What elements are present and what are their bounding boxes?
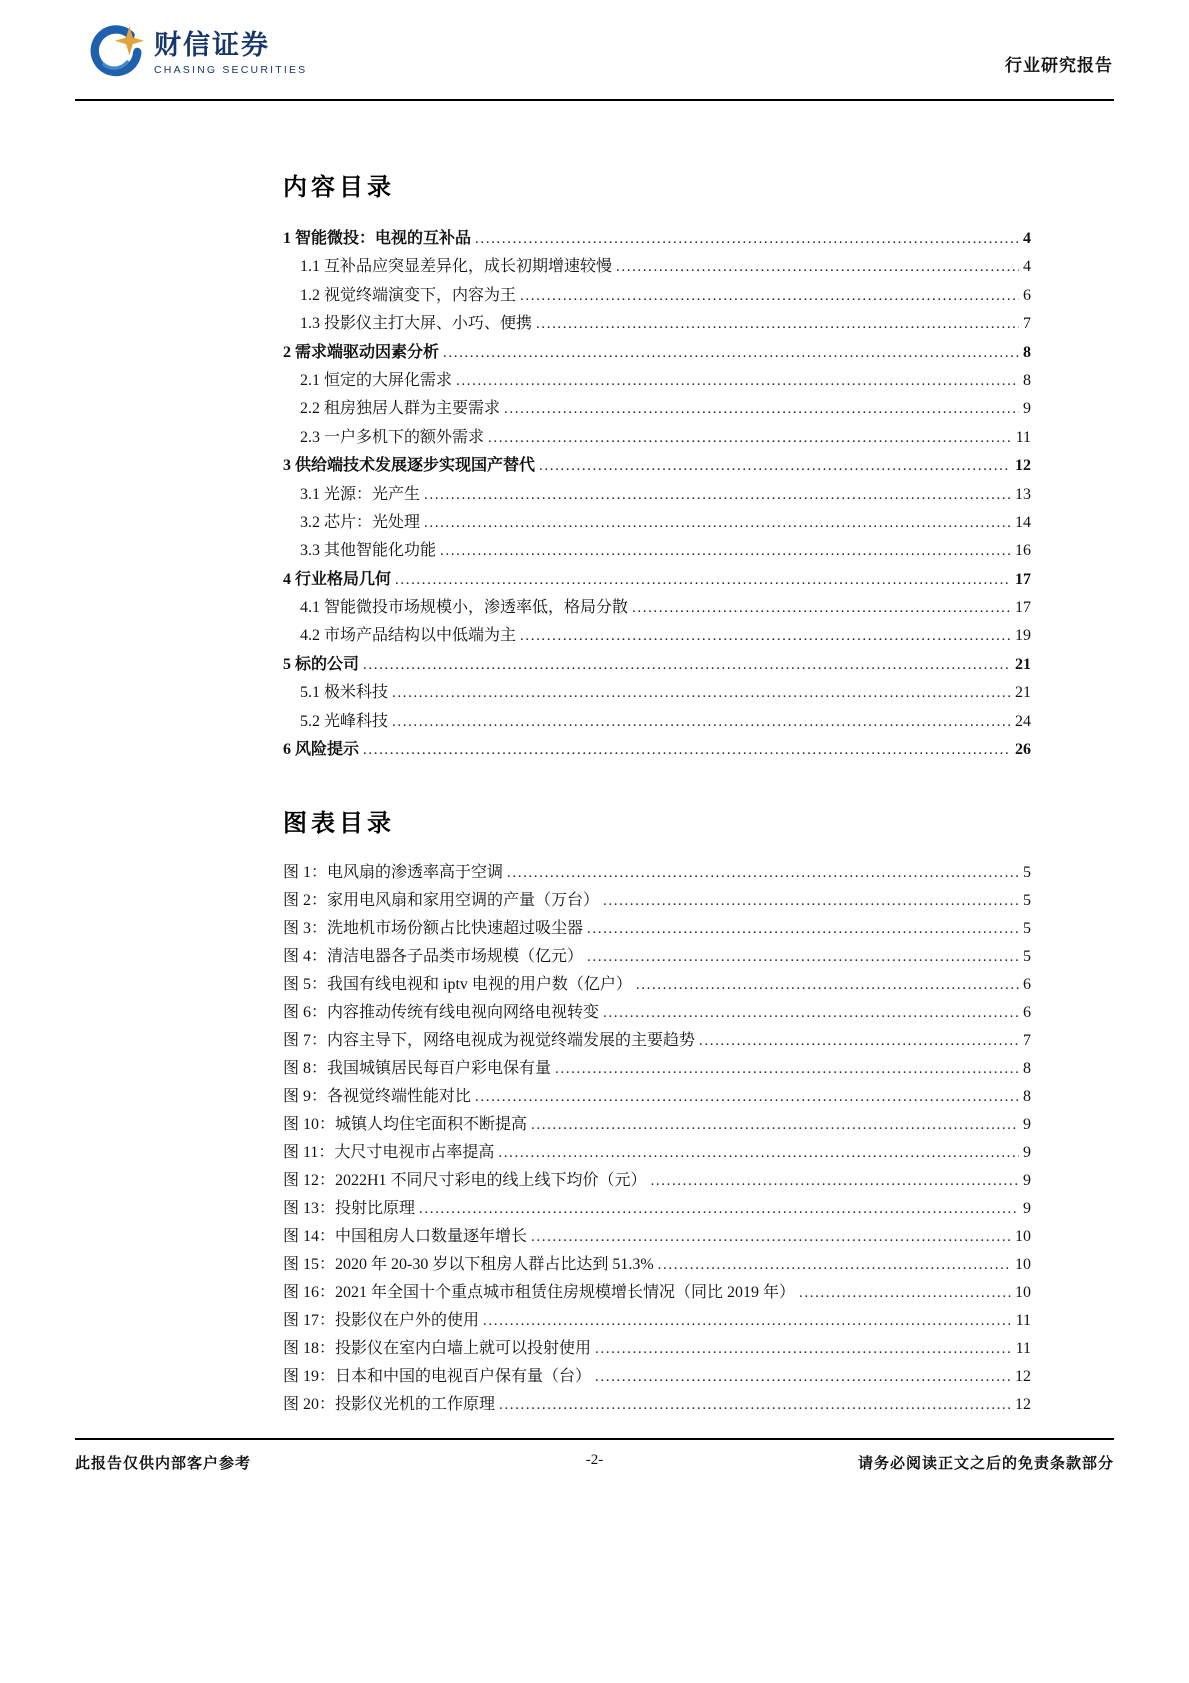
figure-entry-row [283, 1279, 1031, 1307]
figure-entry-label: 图 14：中国租房人口数量逐年增长 [283, 1228, 528, 1246]
figure-entry-page-number: 7 [1023, 1032, 1031, 1050]
leader-dots [651, 1172, 1019, 1190]
toc-entry-label: 2.1 恒定的大屏化需求 [300, 371, 453, 389]
toc-entry-page-number: 19 [1015, 627, 1031, 645]
page-footer [75, 1438, 1114, 1482]
toc-entry-row [283, 481, 1031, 509]
toc-entry-label: 5 标的公司 [283, 655, 360, 673]
figures-list [283, 859, 1031, 1419]
figure-entry-row [283, 1335, 1031, 1363]
toc-entry-label: 3.2 芯片：光处理 [300, 513, 421, 531]
leader-dots [531, 1228, 1011, 1246]
toc-entry-label: 1.2 视觉终端演变下，内容为王 [300, 286, 517, 304]
figure-entry-row [283, 1139, 1031, 1167]
figure-entry-page-number: 9 [1023, 1200, 1031, 1218]
figure-entry-label: 图 12：2022H1 不同尺寸彩电的线上线下均价（元） [283, 1172, 647, 1190]
leader-dots [531, 1116, 1019, 1134]
leader-dots [555, 1060, 1019, 1078]
toc-entry-label: 3.3 其他智能化功能 [300, 542, 437, 560]
leader-dots [392, 713, 1011, 731]
toc-entry-row [283, 651, 1031, 679]
leader-dots [504, 400, 1019, 418]
toc-entry-label: 1.3 投影仪主打大屏、小巧、便携 [300, 315, 533, 333]
figure-entry-page-number: 11 [1015, 1340, 1031, 1358]
figure-entry-row [283, 1195, 1031, 1223]
toc-entry-page-number: 11 [1015, 428, 1031, 446]
page-number: -2- [585, 1452, 604, 1468]
figure-entry-page-number: 10 [1015, 1284, 1031, 1302]
toc-entry-row [283, 708, 1031, 736]
toc-entry-row [283, 537, 1031, 565]
figure-entry-row [283, 943, 1031, 971]
toc-entry-label: 2.3 一户多机下的额外需求 [300, 428, 485, 446]
leader-dots [499, 1396, 1011, 1414]
footer-disclaimer-left: 此报告仅供内部客户参考 [75, 1456, 252, 1472]
figure-entry-page-number: 8 [1023, 1060, 1031, 1078]
figure-entry-page-number: 5 [1023, 948, 1031, 966]
toc-entry-row [283, 509, 1031, 537]
toc-entry-row [283, 424, 1031, 452]
toc-entry-row [283, 367, 1031, 395]
figure-entry-row [283, 1167, 1031, 1195]
figure-entry-label: 图 13：投射比原理 [283, 1200, 416, 1218]
figure-entry-label: 图 16：2021 年全国十个重点城市租赁住房规模增长情况（同比 2019 年） [283, 1284, 796, 1302]
toc-entry-row [283, 566, 1031, 594]
figure-entry-page-number: 5 [1023, 920, 1031, 938]
figure-entry-label: 图 1：电风扇的渗透率高于空调 [283, 864, 504, 882]
leader-dots [363, 656, 1011, 674]
leader-dots [363, 741, 1011, 759]
leader-dots [424, 486, 1011, 504]
leader-dots [488, 429, 1012, 447]
figure-entry-label: 图 20：投影仪光机的工作原理 [283, 1396, 496, 1414]
toc-entry-row [283, 452, 1031, 480]
figure-entry-row [283, 971, 1031, 999]
leader-dots [424, 514, 1011, 532]
figure-entry-page-number: 10 [1015, 1256, 1031, 1274]
figure-entry-label: 图 17：投影仪在户外的使用 [283, 1312, 480, 1330]
toc-entry-page-number: 4 [1023, 258, 1031, 276]
toc-entry-label: 4.1 智能微投市场规模小，渗透率低，格局分散 [300, 599, 629, 617]
toc-entry-row [283, 310, 1031, 338]
figure-entry-label: 图 5：我国有线电视和 iptv 电视的用户数（亿户） [283, 976, 632, 994]
figure-entry-label: 图 15：2020 年 20-30 岁以下租房人群占比达到 51.3% [283, 1256, 654, 1274]
leader-dots [587, 920, 1019, 938]
figure-entry-row [283, 887, 1031, 915]
toc-entry-label: 5.2 光峰科技 [300, 712, 389, 730]
leader-dots [520, 627, 1011, 645]
brand-name-cn: 财信证券 [154, 29, 270, 60]
figure-entry-row [283, 1251, 1031, 1279]
figure-entry-row [283, 1363, 1031, 1391]
leader-dots [658, 1256, 1011, 1274]
leader-dots [475, 1088, 1019, 1106]
figure-entry-page-number: 12 [1015, 1396, 1031, 1414]
leader-dots [603, 892, 1019, 910]
figure-entry-row [283, 1391, 1031, 1419]
toc-entry-label: 2 需求端驱动因素分析 [283, 343, 440, 361]
figure-entry-label: 图 19：日本和中国的电视百户保有量（台） [283, 1368, 592, 1386]
toc-entry-row [283, 395, 1031, 423]
toc-entry-label: 1 智能微投：电视的互补品 [283, 230, 472, 247]
figure-entry-row [283, 1055, 1031, 1083]
toc-entry-page-number: 9 [1023, 400, 1031, 418]
toc-title: 内容目录 [283, 175, 395, 201]
brand-logo [88, 24, 307, 80]
figure-entry-page-number: 12 [1015, 1368, 1031, 1386]
header-divider [75, 99, 1114, 101]
figure-entry-page-number: 9 [1023, 1172, 1031, 1190]
figure-entry-page-number: 8 [1023, 1088, 1031, 1106]
toc-entry-page-number: 7 [1023, 315, 1031, 333]
leader-dots [456, 372, 1019, 390]
figure-entry-label: 图 4：清洁电器各子品类市场规模（亿元） [283, 948, 584, 966]
brand-name-en: CHASING SECURITIES [154, 63, 308, 76]
leader-dots [507, 864, 1019, 882]
toc-entry-row [283, 253, 1031, 281]
toc-entry-row [283, 736, 1031, 764]
toc-entry-label: 5.1 极米科技 [300, 684, 389, 702]
figure-entry-label: 图 11：大尺寸电视市占率提高 [283, 1144, 495, 1162]
toc-entry-page-number: 8 [1023, 371, 1031, 389]
toc-entry-label: 4 行业格局几何 [283, 570, 392, 588]
leader-dots [699, 1032, 1019, 1050]
leader-dots [498, 1144, 1019, 1162]
leader-dots [443, 344, 1019, 362]
toc-entry-page-number: 12 [1015, 457, 1031, 475]
leader-dots [799, 1284, 1011, 1302]
toc-entry-page-number: 26 [1015, 741, 1031, 759]
toc-entry-page-number: 13 [1015, 485, 1031, 503]
report-type-label: 行业研究报告 [1005, 56, 1113, 75]
figure-entry-page-number: 6 [1023, 976, 1031, 994]
figure-entry-row [283, 1307, 1031, 1335]
toc-entry-label: 6 风险提示 [283, 741, 360, 759]
toc-entry-label: 4.2 市场产品结构以中低端为主 [300, 627, 517, 645]
toc-entry-page-number: 17 [1015, 570, 1031, 588]
footer-disclaimer-right: 请务必阅读正文之后的免责条款部分 [857, 1456, 1114, 1472]
toc-entry-page-number: 14 [1015, 513, 1031, 531]
figure-entry-row [283, 999, 1031, 1027]
toc-entry-row [283, 225, 1031, 253]
figure-entry-label: 图 6：内容推动传统有线电视向网络电视转变 [283, 1004, 600, 1022]
page-header [88, 24, 1113, 80]
figure-entry-label: 图 18：投影仪在室内白墙上就可以投射使用 [283, 1340, 592, 1358]
figure-entry-row [283, 859, 1031, 887]
figure-entry-page-number: 5 [1023, 864, 1031, 882]
figure-entry-label: 图 8：我国城镇居民每百户彩电保有量 [283, 1060, 552, 1078]
figure-entry-row [283, 1083, 1031, 1111]
figure-entry-page-number: 5 [1023, 892, 1031, 910]
figure-entry-page-number: 9 [1023, 1116, 1031, 1134]
toc-entry-row [283, 594, 1031, 622]
figure-entry-label: 图 3：洗地机市场份额占比快速超过吸尘器 [283, 920, 584, 938]
toc-entry-label: 1.1 互补品应突显差异化，成长初期增速较慢 [300, 258, 613, 276]
toc-entry-page-number: 21 [1015, 655, 1031, 673]
leader-dots [536, 315, 1019, 333]
leader-dots [595, 1368, 1011, 1386]
toc-entry-label: 3.1 光源：光产生 [300, 485, 421, 503]
toc-entry-row [283, 622, 1031, 650]
figure-entry-page-number: 11 [1015, 1312, 1031, 1330]
figure-entry-page-number: 6 [1023, 1004, 1031, 1022]
brand-text [154, 29, 307, 76]
toc-entry-page-number: 16 [1015, 542, 1031, 560]
toc-entry-label: 3 供给端技术发展逐步实现国产替代 [283, 457, 536, 475]
toc-entry-label: 2.2 租房独居人群为主要需求 [300, 400, 501, 418]
leader-dots [539, 457, 1011, 475]
page-content [283, 172, 1031, 1419]
figure-entry-label: 图 2：家用电风扇和家用空调的产量（万台） [283, 892, 600, 910]
swoosh-star-icon [88, 24, 144, 80]
leader-dots [419, 1200, 1019, 1218]
toc-entry-page-number: 24 [1015, 712, 1031, 730]
figure-entry-row [283, 1223, 1031, 1251]
toc-list [283, 225, 1031, 764]
leader-dots [520, 287, 1019, 305]
toc-entry-page-number: 21 [1015, 684, 1031, 702]
leader-dots [587, 948, 1019, 966]
toc-entry-page-number: 6 [1023, 286, 1031, 304]
leader-dots [595, 1340, 1012, 1358]
leader-dots [603, 1004, 1019, 1022]
figure-entry-row [283, 915, 1031, 943]
leader-dots [392, 684, 1011, 702]
figure-entry-page-number: 10 [1015, 1228, 1031, 1246]
figure-entry-row [283, 1111, 1031, 1139]
figure-entry-label: 图 10：城镇人均住宅面积不断提高 [283, 1116, 528, 1134]
leader-dots [636, 976, 1019, 994]
leader-dots [616, 258, 1019, 276]
toc-entry-row [283, 282, 1031, 310]
toc-entry-page-number: 8 [1023, 343, 1031, 361]
leader-dots [475, 230, 1019, 248]
leader-dots [632, 599, 1011, 617]
figure-entry-row [283, 1027, 1031, 1055]
toc-entry-page-number: 4 [1023, 230, 1031, 247]
toc-entry-row [283, 339, 1031, 367]
leader-dots [483, 1312, 1012, 1330]
leader-dots [395, 571, 1011, 589]
figure-entry-label: 图 7：内容主导下，网络电视成为视觉终端发展的主要趋势 [283, 1032, 696, 1050]
toc-entry-page-number: 17 [1015, 599, 1031, 617]
figures-title: 图表目录 [283, 811, 395, 838]
figure-entry-page-number: 9 [1023, 1144, 1031, 1162]
leader-dots [440, 542, 1011, 560]
toc-entry-row [283, 679, 1031, 707]
figure-entry-label: 图 9：各视觉终端性能对比 [283, 1088, 472, 1106]
